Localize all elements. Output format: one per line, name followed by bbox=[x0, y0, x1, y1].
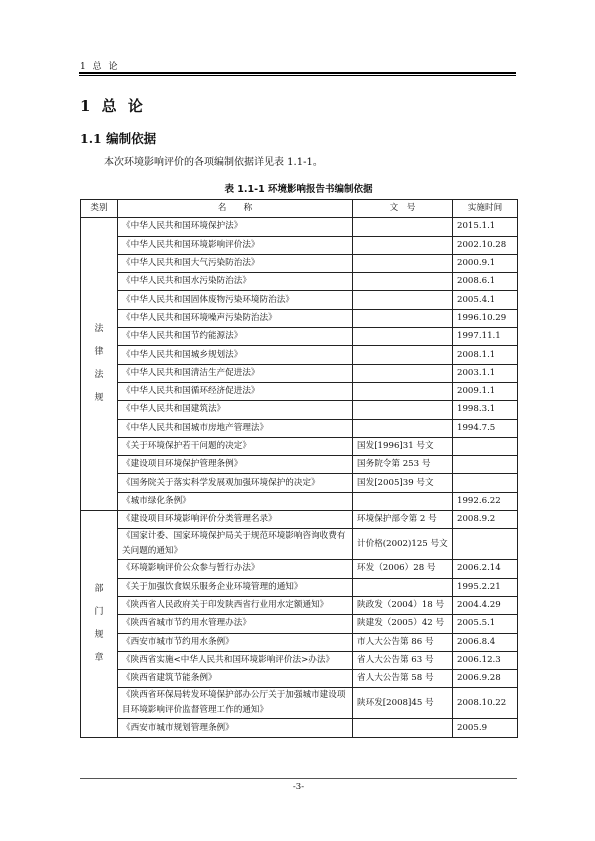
header-doc-number: 文 号 bbox=[353, 200, 453, 218]
category-char: 律 bbox=[94, 347, 104, 358]
table-row bbox=[81, 688, 518, 719]
name-cell: 《陕西省人民政府关于印发陕西省行业用水定额通知》 bbox=[118, 596, 353, 614]
table-row bbox=[81, 364, 518, 382]
date-cell: 2008.10.22 bbox=[453, 688, 518, 719]
date-cell: 1992.6.22 bbox=[453, 492, 518, 510]
date-cell: 2004.4.29 bbox=[453, 596, 518, 614]
date-cell: 2006.12.3 bbox=[453, 651, 518, 669]
name-cell: 《国务院关于落实科学发展观加强环境保护的决定》 bbox=[118, 474, 353, 492]
table-row bbox=[81, 254, 518, 272]
name-cell: 《中华人民共和国环境噪声污染防治法》 bbox=[118, 309, 353, 327]
date-cell bbox=[453, 456, 518, 474]
name-cell: 《关于加强饮食娱乐服务企业环境管理的通知》 bbox=[118, 578, 353, 596]
doc-number-cell bbox=[353, 364, 453, 382]
date-cell: 2005.9 bbox=[453, 719, 518, 737]
date-cell: 1998.3.1 bbox=[453, 401, 518, 419]
table-row bbox=[81, 309, 518, 327]
intro-paragraph: 本次环境影响评价的各项编制依据详见表 1.1-1。 bbox=[104, 157, 323, 168]
table-row bbox=[81, 401, 518, 419]
doc-number-cell: 陕建发（2005）42 号 bbox=[353, 615, 453, 633]
category-cell bbox=[81, 511, 118, 738]
doc-number-cell bbox=[353, 578, 453, 596]
doc-number-cell bbox=[353, 273, 453, 291]
date-cell: 2002.10.28 bbox=[453, 236, 518, 254]
date-cell: 2006.2.14 bbox=[453, 560, 518, 578]
table-row bbox=[81, 719, 518, 737]
date-cell: 1994.7.5 bbox=[453, 419, 518, 437]
name-cell: 《西安市城市规划管理条例》 bbox=[118, 719, 353, 737]
doc-number-cell bbox=[353, 236, 453, 254]
doc-number-cell bbox=[353, 346, 453, 364]
date-cell: 1995.2.21 bbox=[453, 578, 518, 596]
date-cell bbox=[453, 474, 518, 492]
header-name: 名 称 bbox=[118, 200, 353, 218]
date-cell: 2008.9.2 bbox=[453, 511, 518, 529]
table-row bbox=[81, 596, 518, 614]
basis-table bbox=[80, 199, 518, 738]
table-row bbox=[81, 529, 518, 560]
table-row bbox=[81, 346, 518, 364]
category-char: 门 bbox=[94, 606, 104, 617]
doc-number-cell bbox=[353, 401, 453, 419]
table-row bbox=[81, 633, 518, 651]
doc-number-cell: 国发[2005]39 号文 bbox=[353, 474, 453, 492]
date-cell: 2009.1.1 bbox=[453, 382, 518, 400]
header-effective-date: 实施时间 bbox=[453, 200, 518, 218]
footer-rule bbox=[80, 778, 517, 779]
doc-number-cell bbox=[353, 254, 453, 272]
table-row bbox=[81, 670, 518, 688]
name-cell: 《建设项目环境保护管理条例》 bbox=[118, 456, 353, 474]
date-cell: 2008.6.1 bbox=[453, 273, 518, 291]
running-header: 1 总 论 bbox=[80, 62, 120, 72]
doc-number-cell: 陕政发（2004）18 号 bbox=[353, 596, 453, 614]
table-row bbox=[81, 291, 518, 309]
table-row bbox=[81, 382, 518, 400]
name-cell: 《建设项目环境影响评价分类管理名录》 bbox=[118, 511, 353, 529]
name-cell: 《陕西省环保局转发环境保护部办公厅关于加强城市建设项目环境影响评价监督管理工作的通知》 bbox=[118, 688, 353, 719]
page-number: -3- bbox=[292, 782, 305, 792]
doc-number-cell bbox=[353, 382, 453, 400]
name-cell: 《陕西省城市节约用水管理办法》 bbox=[118, 615, 353, 633]
date-cell: 1997.11.1 bbox=[453, 328, 518, 346]
date-cell: 2006.9.28 bbox=[453, 670, 518, 688]
table-row bbox=[81, 273, 518, 291]
name-cell: 《中华人民共和国环境保护法》 bbox=[118, 218, 353, 236]
category-char: 规 bbox=[94, 393, 104, 404]
category-cell bbox=[81, 218, 118, 511]
doc-number-cell bbox=[353, 218, 453, 236]
date-cell: 2000.9.1 bbox=[453, 254, 518, 272]
table-row bbox=[81, 456, 518, 474]
doc-number-cell: 环发（2006）28 号 bbox=[353, 560, 453, 578]
table-row bbox=[81, 474, 518, 492]
name-cell: 《中华人民共和国环境影响评价法》 bbox=[118, 236, 353, 254]
table-row bbox=[81, 218, 518, 236]
name-cell: 《环境影响评价公众参与暂行办法》 bbox=[118, 560, 353, 578]
category-char: 部 bbox=[94, 583, 104, 594]
name-cell: 《中华人民共和国节约能源法》 bbox=[118, 328, 353, 346]
header-rule-thick bbox=[79, 72, 516, 74]
table-row bbox=[81, 419, 518, 437]
category-char: 法 bbox=[94, 370, 104, 381]
name-cell: 《中华人民共和国建筑法》 bbox=[118, 401, 353, 419]
date-cell: 2005.5.1 bbox=[453, 615, 518, 633]
category-char: 章 bbox=[94, 652, 104, 663]
header-rule-thin bbox=[79, 75, 516, 76]
table-row bbox=[81, 492, 518, 510]
table-caption: 表 1.1-1 环境影响报告书编制依据 bbox=[224, 184, 373, 195]
name-cell: 《陕西省实施<中华人民共和国环境影响评价法>办法》 bbox=[118, 651, 353, 669]
table-row bbox=[81, 615, 518, 633]
doc-number-cell bbox=[353, 309, 453, 327]
doc-number-cell: 国发[1996]31 号文 bbox=[353, 437, 453, 455]
name-cell: 《中华人民共和国固体废物污染环境防治法》 bbox=[118, 291, 353, 309]
doc-number-cell bbox=[353, 291, 453, 309]
doc-number-cell: 环境保护部令第 2 号 bbox=[353, 511, 453, 529]
name-cell: 《城市绿化条例》 bbox=[118, 492, 353, 510]
date-cell: 2005.4.1 bbox=[453, 291, 518, 309]
name-cell: 《国家计委、国家环境保护局关于规范环境影响咨询收费有关问题的通知》 bbox=[118, 529, 353, 560]
doc-number-cell bbox=[353, 328, 453, 346]
name-cell: 《关于环境保护若干问题的决定》 bbox=[118, 437, 353, 455]
name-cell: 《中华人民共和国水污染防治法》 bbox=[118, 273, 353, 291]
name-cell: 《陕西省建筑节能条例》 bbox=[118, 670, 353, 688]
category-char: 规 bbox=[94, 629, 104, 640]
date-cell: 2006.8.4 bbox=[453, 633, 518, 651]
chapter-title: 1 总 论 bbox=[80, 97, 146, 115]
table-body bbox=[81, 218, 518, 737]
name-cell: 《中华人民共和国大气污染防治法》 bbox=[118, 254, 353, 272]
table-row bbox=[81, 511, 518, 529]
doc-number-cell: 计价格(2002)125 号文 bbox=[353, 529, 453, 560]
name-cell: 《中华人民共和国城市房地产管理法》 bbox=[118, 419, 353, 437]
date-cell: 2003.1.1 bbox=[453, 364, 518, 382]
doc-number-cell: 陕环发[2008]45 号 bbox=[353, 688, 453, 719]
table-row bbox=[81, 578, 518, 596]
table-row bbox=[81, 328, 518, 346]
table-row bbox=[81, 560, 518, 578]
section-title: 1.1 编制依据 bbox=[80, 131, 157, 146]
doc-number-cell: 省人大公告第 63 号 bbox=[353, 651, 453, 669]
date-cell: 2008.1.1 bbox=[453, 346, 518, 364]
date-cell: 1996.10.29 bbox=[453, 309, 518, 327]
doc-number-cell bbox=[353, 419, 453, 437]
name-cell: 《中华人民共和国清洁生产促进法》 bbox=[118, 364, 353, 382]
header-category: 类别 bbox=[81, 200, 118, 218]
doc-number-cell bbox=[353, 492, 453, 510]
table-row bbox=[81, 236, 518, 254]
table-row bbox=[81, 437, 518, 455]
name-cell: 《西安市城市节约用水条例》 bbox=[118, 633, 353, 651]
category-char: 法 bbox=[94, 324, 104, 335]
doc-number-cell bbox=[353, 719, 453, 737]
name-cell: 《中华人民共和国循环经济促进法》 bbox=[118, 382, 353, 400]
doc-number-cell: 国务院令第 253 号 bbox=[353, 456, 453, 474]
doc-number-cell: 省人大公告第 58 号 bbox=[353, 670, 453, 688]
table-row bbox=[81, 651, 518, 669]
table-header-row bbox=[81, 200, 518, 218]
doc-number-cell: 市人大公告第 86 号 bbox=[353, 633, 453, 651]
date-cell bbox=[453, 437, 518, 455]
date-cell bbox=[453, 529, 518, 560]
name-cell: 《中华人民共和国城乡规划法》 bbox=[118, 346, 353, 364]
date-cell: 2015.1.1 bbox=[453, 218, 518, 236]
